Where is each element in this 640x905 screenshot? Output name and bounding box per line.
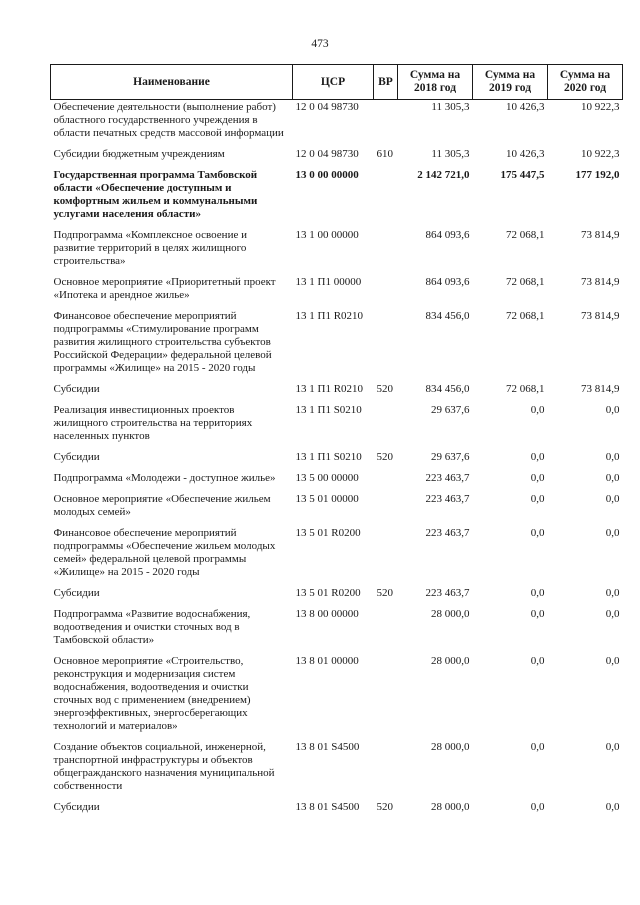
cell-vr [374,526,398,586]
cell-2020: 0,0 [605,587,620,599]
cell-2018: 223 463,7 [425,472,470,484]
table-row [51,147,623,168]
cell-2019: 0,0 [530,741,545,753]
cell-vr: 520 [376,801,393,813]
header-name: Наименование [51,65,293,100]
cell-csr: 13 5 00 00000 [295,472,359,484]
cell-2019: 72 068,1 [506,310,545,322]
table-row [51,471,623,492]
cell-csr: 13 1 00 00000 [295,229,359,241]
table-row [51,275,623,309]
cell-name: Обеспечение деятельности (выполнение работ) областного государственного учреждения в области печатных средств массовой информации [53,101,284,139]
header-2019: Сумма на 2019 год [473,65,548,100]
cell-name: Финансовое обеспечение мероприятий подпрограммы «Обеспечение жильем молодых семей» федеральной целевой программы «Жилище» на 2015 - 2020 годы [53,527,276,578]
cell-name: Субсидии бюджетным учреждениям [53,148,225,160]
cell-2019: 0,0 [530,493,545,505]
cell-vr [374,492,398,526]
cell-name: Финансовое обеспечение мероприятий подпрограммы «Стимулирование программ развития жилищного строительства субъектов Российской Федерации» федеральной целевой программы «Жилище» на 2015 - 2020 годы [53,310,272,374]
cell-2019: 0,0 [530,451,545,463]
cell-vr [374,471,398,492]
cell-csr: 12 0 04 98730 [295,148,359,160]
cell-name: Реализация инвестиционных проектов жилищного строительства на территориях населенных пунктов [53,404,253,442]
cell-2020: 73 814,9 [581,383,620,395]
cell-2020: 73 814,9 [581,276,620,288]
cell-name: Основное мероприятие «Строительство, реконструкция и модернизация систем водоснабжения, водоотведения и очистки сточных вод с применением (внедрением) энергоэффективных, энергосберегающих технологий и материалов» [53,655,251,732]
cell-csr: 13 8 01 S4500 [295,801,360,813]
cell-2019: 0,0 [530,472,545,484]
table-row [51,607,623,654]
cell-2020: 10 922,3 [581,148,620,160]
cell-2020: 73 814,9 [581,229,620,241]
cell-vr [374,275,398,309]
cell-csr: 13 5 01 00000 [295,493,359,505]
cell-name: Подпрограмма «Молодежи - доступное жилье» [53,472,276,484]
cell-csr: 13 1 П1 R0210 [295,310,364,322]
cell-csr: 13 5 01 R0200 [295,527,361,539]
table-row [51,100,623,148]
cell-name: Создание объектов социальной, инженерной, транспортной инфраструктуры и объектов общегражданского назначения муниципальной собственности [53,741,275,792]
cell-2020: 10 922,3 [581,101,620,113]
cell-vr [374,100,398,148]
cell-2019: 10 426,3 [506,101,545,113]
header-csr: ЦСР [293,65,374,100]
cell-2020: 0,0 [605,493,620,505]
cell-2018: 864 093,6 [425,229,470,241]
cell-2019: 175 447,5 [500,169,545,181]
cell-vr [374,403,398,450]
cell-2018: 223 463,7 [425,587,470,599]
cell-2019: 0,0 [530,587,545,599]
cell-2019: 0,0 [530,801,545,813]
cell-csr: 13 1 П1 00000 [295,276,362,288]
cell-2018: 28 000,0 [431,801,470,813]
table-row [51,586,623,607]
cell-2018: 29 637,6 [431,404,470,416]
cell-csr: 12 0 04 98730 [295,101,359,113]
table-row [51,450,623,471]
cell-2018: 28 000,0 [431,655,470,667]
cell-vr [374,740,398,800]
table-row [51,168,623,228]
cell-2018: 28 000,0 [431,608,470,620]
cell-vr [374,168,398,228]
table-row [51,654,623,740]
header-vr: ВР [374,65,398,100]
table-row [51,492,623,526]
cell-2020: 0,0 [605,451,620,463]
cell-2018: 864 093,6 [425,276,470,288]
cell-csr: 13 8 00 00000 [295,608,359,620]
cell-2018: 11 305,3 [431,148,470,160]
cell-2020: 0,0 [605,472,620,484]
cell-vr [374,654,398,740]
cell-name: Государственная программа Тамбовской области «Обеспечение доступным и комфортным жильем и коммунальными услугами населения области» [53,169,258,220]
cell-csr: 13 1 П1 S0210 [295,404,362,416]
cell-vr: 520 [376,451,393,463]
cell-2019: 0,0 [530,404,545,416]
table-row [51,309,623,382]
cell-2018: 28 000,0 [431,741,470,753]
table-row [51,800,623,821]
cell-2020: 177 192,0 [575,169,620,181]
header-2020: Сумма на 2020 год [548,65,623,100]
cell-name: Основное мероприятие «Приоритетный проект «Ипотека и арендное жилье» [53,276,276,301]
cell-csr: 13 8 01 00000 [295,655,359,667]
cell-vr: 520 [376,587,393,599]
cell-name: Основное мероприятие «Обеспечение жильем молодых семей» [53,493,271,518]
cell-2019: 0,0 [530,527,545,539]
cell-name: Субсидии [53,587,100,599]
cell-2019: 72 068,1 [506,383,545,395]
cell-2020: 0,0 [605,801,620,813]
cell-2020: 73 814,9 [581,310,620,322]
cell-2020: 0,0 [605,404,620,416]
cell-name: Субсидии [53,451,100,463]
cell-vr [374,228,398,275]
cell-2020: 0,0 [605,741,620,753]
header-2018: Сумма на 2018 год [398,65,473,100]
cell-2020: 0,0 [605,655,620,667]
cell-2020: 0,0 [605,527,620,539]
cell-vr: 610 [376,148,393,160]
cell-csr: 13 0 00 00000 [295,169,359,181]
cell-name: Субсидии [53,383,100,395]
cell-vr [374,607,398,654]
page-number: 473 [311,38,329,50]
cell-2019: 72 068,1 [506,276,545,288]
cell-2018: 29 637,6 [431,451,470,463]
cell-csr: 13 8 01 S4500 [295,741,360,753]
cell-2018: 223 463,7 [425,527,470,539]
budget-table [50,64,623,821]
cell-2019: 72 068,1 [506,229,545,241]
cell-2018: 223 463,7 [425,493,470,505]
table-body [51,100,623,822]
table-row [51,740,623,800]
cell-2018: 11 305,3 [431,101,470,113]
cell-2018: 834 456,0 [425,310,470,322]
table-row [51,228,623,275]
cell-2020: 0,0 [605,608,620,620]
cell-2019: 10 426,3 [506,148,545,160]
cell-2019: 0,0 [530,655,545,667]
cell-vr: 520 [376,383,393,395]
cell-name: Субсидии [53,801,100,813]
cell-2019: 0,0 [530,608,545,620]
cell-name: Подпрограмма «Развитие водоснабжения, водоотведения и очистки сточных вод в Тамбовской области» [53,608,251,646]
table-row [51,526,623,586]
table-row [51,403,623,450]
cell-name: Подпрограмма «Комплексное освоение и развитие территорий в целях жилищного строительства» [53,229,247,267]
table-header-row [51,65,623,100]
table-row [51,382,623,403]
cell-csr: 13 1 П1 S0210 [295,451,362,463]
cell-csr: 13 5 01 R0200 [295,587,361,599]
cell-2018: 834 456,0 [425,383,470,395]
cell-csr: 13 1 П1 R0210 [295,383,364,395]
cell-vr [374,309,398,382]
cell-2018: 2 142 721,0 [417,169,470,181]
